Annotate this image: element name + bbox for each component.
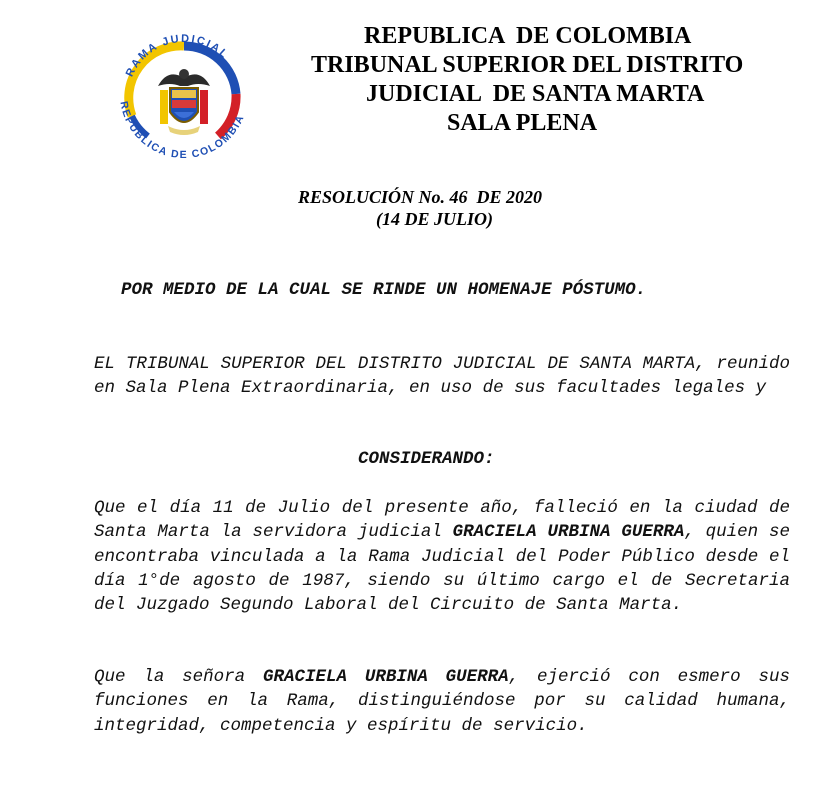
deceased-name: GRACIELA URBINA GUERRA bbox=[452, 522, 685, 543]
paragraph-1-text-b: , quien se encontraba vinculada a la Rama Judicial del Poder Público desde el día 1°de agosto de 1987, siendo su último cargo el de Secretaria del Juzgado Segundo Laboral del Circuito de Santa Marta. bbox=[94, 522, 790, 616]
seal-text-top: RAMA JUDICIAL bbox=[123, 32, 232, 79]
rama-judicial-seal bbox=[108, 24, 260, 172]
paragraph-1 bbox=[94, 496, 790, 617]
deceased-name-2: GRACIELA URBINA GUERRA bbox=[262, 667, 509, 687]
resolution-number: RESOLUCIÓN No. 46 DE 2020 bbox=[298, 187, 543, 207]
intro-paragraph: EL TRIBUNAL SUPERIOR DEL DISTRITO JUDICIAL DE SANTA MARTA, reunido en Sala Plena Extraordinaria, en uso de sus facultades legales y bbox=[94, 354, 790, 399]
paragraph-2-text-a: Que la señora bbox=[94, 667, 263, 687]
subject-line: POR MEDIO DE LA CUAL SE RINDE UN HOMENAJE PÓSTUMO. bbox=[121, 280, 647, 300]
header-line-2: TRIBUNAL SUPERIOR DEL DISTRITO bbox=[311, 52, 744, 78]
resolution-date: (14 DE JULIO) bbox=[376, 209, 493, 229]
considerando-heading: CONSIDERANDO: bbox=[358, 449, 495, 469]
paragraph-2-text-b: , ejerció con esmero sus funciones en la Rama, distinguiéndose por su calidad humana, integridad, competencia y espíritu de servicio. bbox=[94, 667, 790, 736]
header-line-4: SALA PLENA bbox=[447, 110, 598, 136]
seal-text-bottom: REPUBLICA DE COLOMBIA bbox=[117, 100, 247, 162]
header-line-3: JUDICIAL DE SANTA MARTA bbox=[366, 81, 705, 107]
paragraph-1-text-a: Que el día 11 de Julio del presente año, falleció en la ciudad de Santa Marta la servidora judicial bbox=[94, 498, 790, 543]
paragraph-2 bbox=[94, 665, 790, 738]
header-line-1: REPUBLICA DE COLOMBIA bbox=[364, 23, 692, 49]
